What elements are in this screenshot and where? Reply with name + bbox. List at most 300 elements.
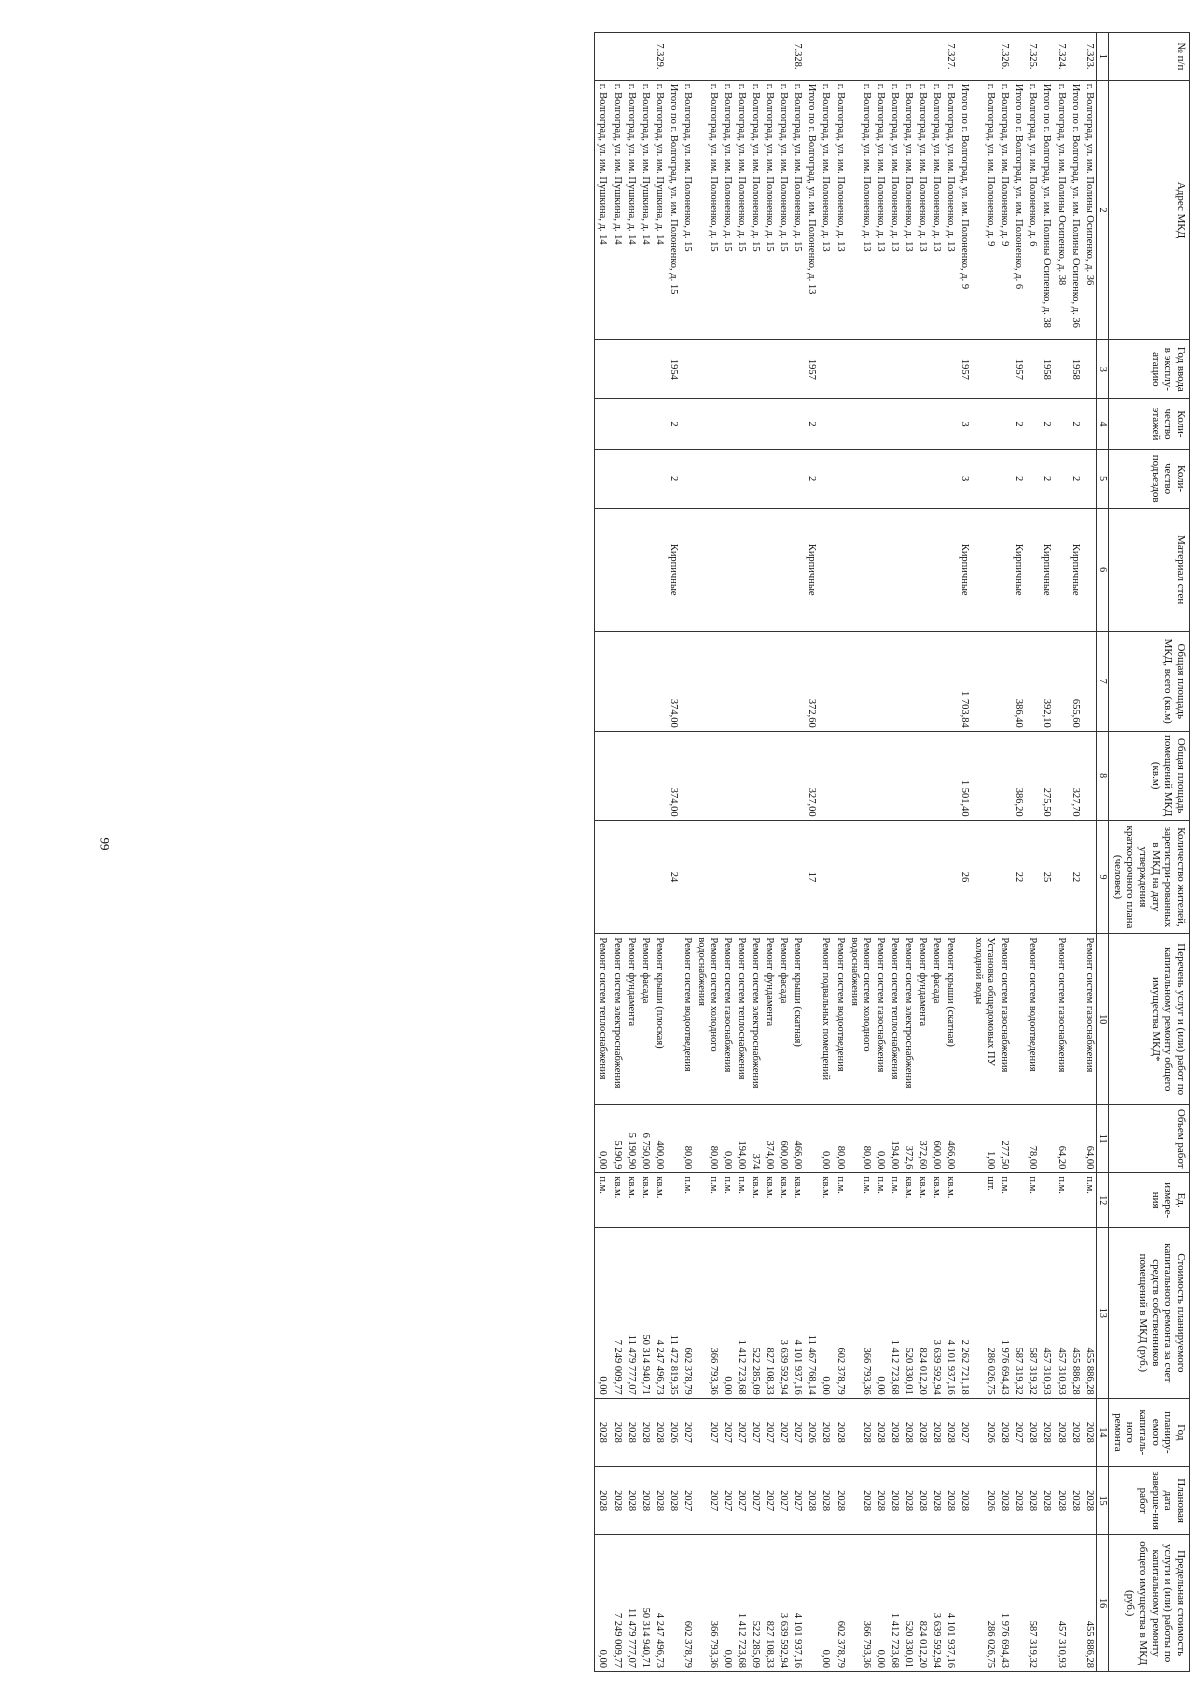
total-area-cell <box>832 631 846 731</box>
max-cost-cell: 0,00 <box>595 1535 610 1672</box>
completion-date-cell: 2028 <box>915 1467 929 1535</box>
unit-cell <box>804 1173 818 1228</box>
completion-date-cell: 2028 <box>804 1467 818 1535</box>
entrances-cell <box>748 449 762 508</box>
planned-year-cell: 2026 <box>666 1398 680 1466</box>
work-volume-cell: 80,00 <box>694 1105 720 1173</box>
residents-cell <box>887 820 901 934</box>
wall-material-cell <box>997 508 1011 631</box>
wall-material-cell <box>776 508 790 631</box>
planned-year-cell: 2027 <box>762 1398 776 1466</box>
entrances-cell <box>762 449 776 508</box>
work-volume-cell: 5 190,90 <box>624 1105 638 1173</box>
entrances-cell <box>818 449 832 508</box>
max-cost-cell: 827 108,33 <box>762 1535 776 1672</box>
residents-cell <box>748 820 762 934</box>
max-cost-cell: 0,00 <box>720 1535 734 1672</box>
address-cell: г. Волгоград, ул. им. Полоненко, д. 13 <box>915 80 929 340</box>
address-cell: Итого по г. Волгоград, ул. им. Полоненко, д. 13 <box>804 80 818 340</box>
wall-material-cell: Кирпичные <box>1011 508 1025 631</box>
work-volume-cell: 0,00 <box>595 1105 610 1173</box>
table-row <box>997 33 1011 1672</box>
work-volume-cell: 600,00 <box>929 1105 943 1173</box>
table-row <box>595 33 610 1672</box>
table-row <box>957 33 971 1672</box>
total-area-cell <box>1082 631 1097 731</box>
wall-material-cell <box>847 508 873 631</box>
column-number: 14 <box>1096 1398 1109 1466</box>
row-number-cell <box>734 33 748 81</box>
table-row <box>748 33 762 1672</box>
planned-year-cell: 2028 <box>887 1398 901 1466</box>
wall-material-cell <box>790 508 804 631</box>
table-row <box>804 33 818 1672</box>
total-area-cell: 655,60 <box>1068 631 1082 731</box>
total-area-cell: 374,00 <box>666 631 680 731</box>
column-number: 9 <box>1096 820 1109 934</box>
total-area-cell <box>680 631 694 731</box>
address-cell: г. Волгоград, ул. им. Пушкина, д. 14 <box>652 80 666 340</box>
max-cost-cell: 7 249 009,77 <box>609 1535 623 1672</box>
max-cost-cell: 3 639 592,94 <box>776 1535 790 1672</box>
wall-material-cell: Кирпичные <box>666 508 680 631</box>
owner-cost-cell: 7 249 009,77 <box>609 1228 623 1399</box>
column-number: 3 <box>1096 340 1109 399</box>
address-cell: г. Волгоград, ул. им. Полоненко, д. 15 <box>748 80 762 340</box>
work-description-cell: Ремонт крыши (скатная) <box>943 934 957 1105</box>
address-cell: г. Волгоград, ул. им. Полоненко, д. 15 <box>720 80 734 340</box>
table-row <box>776 33 790 1672</box>
work-volume-cell <box>1039 1105 1053 1173</box>
year-built-cell <box>873 340 887 399</box>
address-cell: г. Волгоград, ул. им. Полоненко, д. 13 <box>873 80 887 340</box>
floors-cell: 2 <box>1068 399 1082 449</box>
completion-date-cell: 2027 <box>720 1467 734 1535</box>
planned-year-cell: 2027 <box>734 1398 748 1466</box>
premises-area-cell <box>1053 731 1067 820</box>
header-row <box>1109 33 1190 1672</box>
wall-material-cell: Кирпичные <box>1039 508 1053 631</box>
work-description-cell: Ремонт систем газоснабжения <box>1053 934 1067 1105</box>
table-row <box>832 33 846 1672</box>
owner-cost-cell: 455 886,28 <box>1068 1228 1082 1399</box>
table-row <box>680 33 694 1672</box>
premises-area-cell <box>943 731 957 820</box>
floors-cell <box>873 399 887 449</box>
entrances-cell <box>915 449 929 508</box>
planned-year-cell: 2026 <box>971 1398 997 1466</box>
unit-cell: кв.м. <box>929 1173 943 1228</box>
row-number-cell <box>720 33 734 81</box>
row-number-cell <box>1068 33 1082 81</box>
wall-material-cell <box>595 508 610 631</box>
wall-material-cell <box>873 508 887 631</box>
column-number: 10 <box>1096 934 1109 1105</box>
floors-cell <box>943 399 957 449</box>
table-row <box>929 33 943 1672</box>
total-area-cell <box>887 631 901 731</box>
wall-material-cell <box>915 508 929 631</box>
table-row <box>734 33 748 1672</box>
entrances-cell <box>624 449 638 508</box>
table-row <box>624 33 638 1672</box>
work-volume-cell <box>1068 1105 1082 1173</box>
unit-cell: кв.м. <box>762 1173 776 1228</box>
total-area-cell <box>652 631 666 731</box>
work-description-cell: Ремонт подвальных помещений <box>818 934 832 1105</box>
address-cell: г. Волгоград, ул. им. Полоненко, д. 13 <box>929 80 943 340</box>
entrances-cell: 2 <box>1039 449 1053 508</box>
total-area-cell <box>971 631 997 731</box>
completion-date-cell: 2028 <box>873 1467 887 1535</box>
table-row <box>847 33 873 1672</box>
completion-date-cell: 2027 <box>748 1467 762 1535</box>
table-row <box>1082 33 1097 1672</box>
year-built-cell: 1954 <box>666 340 680 399</box>
total-area-cell: 372,60 <box>804 631 818 731</box>
max-cost-cell: 602 378,79 <box>832 1535 846 1672</box>
year-built-cell: 1958 <box>1039 340 1053 399</box>
work-volume-cell: 0,00 <box>818 1105 832 1173</box>
completion-date-cell: 2028 <box>957 1467 971 1535</box>
row-number-cell: 7.324. <box>1053 33 1067 81</box>
table-row <box>666 33 680 1672</box>
row-number-cell <box>971 33 997 81</box>
row-number-cell <box>804 33 818 81</box>
row-number-cell <box>638 33 652 81</box>
address-cell: г. Волгоград, ул. им. Полины Осипенко, д. 36 <box>1082 80 1097 340</box>
entrances-cell <box>997 449 1011 508</box>
year-built-cell <box>652 340 666 399</box>
wall-material-cell <box>818 508 832 631</box>
max-cost-cell: 4 101 937,16 <box>943 1535 957 1672</box>
owner-cost-cell: 0,00 <box>720 1228 734 1399</box>
work-volume-cell: 78,00 <box>1025 1105 1039 1173</box>
year-built-cell <box>929 340 943 399</box>
planned-year-cell: 2027 <box>680 1398 694 1466</box>
column-number: 12 <box>1096 1173 1109 1228</box>
work-description-cell <box>957 934 971 1105</box>
max-cost-cell <box>804 1535 818 1672</box>
premises-area-cell <box>748 731 762 820</box>
work-volume-cell: 0,00 <box>873 1105 887 1173</box>
floors-cell <box>762 399 776 449</box>
table-row <box>790 33 804 1672</box>
work-description-cell <box>804 934 818 1105</box>
entrances-cell <box>971 449 997 508</box>
owner-cost-cell: 50 314 940,71 <box>638 1228 652 1399</box>
unit-cell: п.м. <box>595 1173 610 1228</box>
work-description-cell: Ремонт систем теплоснабжения <box>734 934 748 1105</box>
unit-cell: кв.м. <box>776 1173 790 1228</box>
max-cost-cell: 587 319,32 <box>1025 1535 1039 1672</box>
owner-cost-cell: 602 378,79 <box>680 1228 694 1399</box>
residents-cell <box>901 820 915 934</box>
premises-area-cell <box>1082 731 1097 820</box>
planned-year-cell: 2028 <box>832 1398 846 1466</box>
planned-year-cell: 2027 <box>776 1398 790 1466</box>
completion-date-cell: 2027 <box>694 1467 720 1535</box>
unit-cell: кв.м. <box>638 1173 652 1228</box>
floors-cell <box>1082 399 1097 449</box>
floors-cell: 2 <box>1011 399 1025 449</box>
owner-cost-cell: 11 479 777,07 <box>624 1228 638 1399</box>
owner-cost-cell: 587 319,32 <box>1025 1228 1039 1399</box>
header-cell: Плановая дата заверше-ния работ <box>1109 1467 1190 1535</box>
year-built-cell <box>901 340 915 399</box>
floors-cell <box>694 399 720 449</box>
total-area-cell: 392,10 <box>1039 631 1053 731</box>
wall-material-cell <box>943 508 957 631</box>
table-row <box>720 33 734 1672</box>
total-area-cell <box>762 631 776 731</box>
entrances-cell <box>776 449 790 508</box>
planned-year-cell: 2028 <box>818 1398 832 1466</box>
completion-date-cell: 2027 <box>680 1467 694 1535</box>
planned-year-cell: 2028 <box>1053 1398 1067 1466</box>
unit-cell <box>1011 1173 1025 1228</box>
residents-cell <box>1053 820 1067 934</box>
entrances-cell <box>1025 449 1039 508</box>
premises-area-cell <box>595 731 610 820</box>
table-row <box>762 33 776 1672</box>
residents-cell <box>680 820 694 934</box>
residents-cell: 17 <box>804 820 818 934</box>
unit-cell: п.м. <box>680 1173 694 1228</box>
work-volume-cell: 80,00 <box>847 1105 873 1173</box>
floors-cell <box>971 399 997 449</box>
floors-cell <box>734 399 748 449</box>
residents-cell <box>595 820 610 934</box>
work-description-cell: Ремонт систем газоснабжения <box>997 934 1011 1105</box>
table-row <box>1039 33 1053 1672</box>
wall-material-cell <box>624 508 638 631</box>
floors-cell <box>595 399 610 449</box>
completion-date-cell: 2027 <box>790 1467 804 1535</box>
wall-material-cell <box>694 508 720 631</box>
work-description-cell: Установка общедомовых ПУ холодной воды <box>971 934 997 1105</box>
column-number: 2 <box>1096 80 1109 340</box>
entrances-cell <box>680 449 694 508</box>
owner-cost-cell: 587 319,32 <box>1011 1228 1025 1399</box>
wall-material-cell <box>887 508 901 631</box>
work-description-cell: Ремонт систем газоснабжения <box>873 934 887 1105</box>
unit-cell <box>1039 1173 1053 1228</box>
year-built-cell <box>790 340 804 399</box>
work-description-cell: Ремонт систем газоснабжения <box>720 934 734 1105</box>
completion-date-cell: 2028 <box>1053 1467 1067 1535</box>
work-volume-cell: 5190,9 <box>609 1105 623 1173</box>
row-number-cell <box>915 33 929 81</box>
work-description-cell: Ремонт крыши (плоская) <box>652 934 666 1105</box>
year-built-cell <box>818 340 832 399</box>
header-cell: Коли-чество этажей <box>1109 399 1190 449</box>
entrances-cell <box>609 449 623 508</box>
floors-cell: 2 <box>804 399 818 449</box>
table-row <box>873 33 887 1672</box>
work-volume-cell: 374,00 <box>762 1105 776 1173</box>
planned-year-cell: 2028 <box>595 1398 610 1466</box>
owner-cost-cell: 1 412 723,68 <box>734 1228 748 1399</box>
owner-cost-cell: 457 310,93 <box>1053 1228 1067 1399</box>
residents-cell <box>609 820 623 934</box>
address-cell: г. Волгоград, ул. им. Полоненко, д. 13 <box>943 80 957 340</box>
address-cell: г. Волгоград, ул. им. Полоненко, д. 9 <box>971 80 997 340</box>
max-cost-cell: 520 330,01 <box>901 1535 915 1672</box>
column-number: 11 <box>1096 1105 1109 1173</box>
entrances-cell <box>847 449 873 508</box>
wall-material-cell <box>1082 508 1097 631</box>
year-built-cell <box>847 340 873 399</box>
planned-year-cell: 2026 <box>804 1398 818 1466</box>
residents-cell <box>790 820 804 934</box>
floors-cell <box>638 399 652 449</box>
premises-area-cell <box>818 731 832 820</box>
unit-cell: шт. <box>971 1173 997 1228</box>
work-volume-cell: 194,00 <box>734 1105 748 1173</box>
header-cell: Год планиру-емого капиталь-ного ремонта <box>1109 1398 1190 1466</box>
row-number-cell <box>595 33 610 81</box>
row-number-cell <box>1011 33 1025 81</box>
wall-material-cell <box>680 508 694 631</box>
premises-area-cell <box>734 731 748 820</box>
address-cell: Итого по г. Волгоград, ул. им. Полины Осипенко, д. 36 <box>1068 80 1082 340</box>
max-cost-cell <box>1011 1535 1025 1672</box>
max-cost-cell: 824 012,20 <box>915 1535 929 1672</box>
planned-year-cell: 2027 <box>957 1398 971 1466</box>
wall-material-cell <box>929 508 943 631</box>
year-built-cell <box>609 340 623 399</box>
owner-cost-cell: 602 378,79 <box>832 1228 846 1399</box>
row-number-cell <box>873 33 887 81</box>
year-built-cell <box>694 340 720 399</box>
wall-material-cell: Кирпичные <box>804 508 818 631</box>
max-cost-cell: 0,00 <box>818 1535 832 1672</box>
owner-cost-cell: 1 412 723,68 <box>887 1228 901 1399</box>
unit-cell: п.м. <box>1053 1173 1067 1228</box>
work-volume-cell: 466,00 <box>790 1105 804 1173</box>
unit-cell: кв.м. <box>915 1173 929 1228</box>
unit-cell: п.м. <box>720 1173 734 1228</box>
entrances-cell <box>929 449 943 508</box>
work-volume-cell: 372,6 <box>901 1105 915 1173</box>
unit-cell: кв.м. <box>748 1173 762 1228</box>
completion-date-cell: 2028 <box>1039 1467 1053 1535</box>
total-area-cell <box>694 631 720 731</box>
max-cost-cell: 4 247 496,73 <box>652 1535 666 1672</box>
table-row <box>1025 33 1039 1672</box>
max-cost-cell: 1 412 723,68 <box>887 1535 901 1672</box>
owner-cost-cell: 520 330,01 <box>901 1228 915 1399</box>
row-number-cell: 7.328. <box>790 33 804 81</box>
max-cost-cell: 602 378,79 <box>680 1535 694 1672</box>
work-description-cell: Ремонт фасада <box>776 934 790 1105</box>
owner-cost-cell: 0,00 <box>818 1228 832 1399</box>
year-built-cell: 1958 <box>1068 340 1082 399</box>
year-built-cell <box>595 340 610 399</box>
planned-year-cell: 2028 <box>1082 1398 1097 1466</box>
total-area-cell <box>720 631 734 731</box>
residents-cell <box>1082 820 1097 934</box>
total-area-cell <box>1025 631 1039 731</box>
residents-cell <box>762 820 776 934</box>
floors-cell <box>776 399 790 449</box>
owner-cost-cell: 286 026,75 <box>971 1228 997 1399</box>
row-number-cell <box>776 33 790 81</box>
premises-area-cell <box>609 731 623 820</box>
max-cost-cell: 1 976 694,43 <box>997 1535 1011 1672</box>
year-built-cell <box>734 340 748 399</box>
table-row <box>901 33 915 1672</box>
year-built-cell <box>762 340 776 399</box>
address-cell: г. Волгоград, ул. им. Полоненко, д. 13 <box>887 80 901 340</box>
column-number: 6 <box>1096 508 1109 631</box>
unit-cell: п.м. <box>694 1173 720 1228</box>
premises-area-cell <box>680 731 694 820</box>
floors-cell <box>997 399 1011 449</box>
row-number-cell <box>694 33 720 81</box>
planned-year-cell: 2027 <box>748 1398 762 1466</box>
max-cost-cell: 286 026,75 <box>971 1535 997 1672</box>
year-built-cell <box>1053 340 1067 399</box>
row-number-cell <box>832 33 846 81</box>
max-cost-cell: 455 886,28 <box>1082 1535 1097 1672</box>
premises-area-cell: 327,70 <box>1068 731 1082 820</box>
unit-cell <box>957 1173 971 1228</box>
owner-cost-cell: 457 310,93 <box>1039 1228 1053 1399</box>
address-cell: г. Волгоград, ул. им. Полоненко, д. 13 <box>847 80 873 340</box>
residents-cell <box>734 820 748 934</box>
owner-cost-cell: 4 101 937,16 <box>790 1228 804 1399</box>
year-built-cell <box>748 340 762 399</box>
premises-area-cell <box>832 731 846 820</box>
planned-year-cell: 2027 <box>1011 1398 1025 1466</box>
header-cell: Предельная стоимость услуги и (или) работы по капитальному ремонту общего имущества в МКД (руб.) <box>1109 1535 1190 1672</box>
year-built-cell <box>915 340 929 399</box>
completion-date-cell: 2028 <box>624 1467 638 1535</box>
row-number-cell <box>1039 33 1053 81</box>
entrances-cell <box>1082 449 1097 508</box>
work-description-cell: Ремонт фундамента <box>762 934 776 1105</box>
total-area-cell <box>624 631 638 731</box>
owner-cost-cell: 455 886,28 <box>1082 1228 1097 1399</box>
residents-cell: 26 <box>957 820 971 934</box>
year-built-cell: 1957 <box>1011 340 1025 399</box>
header-cell: Адрес МКД <box>1109 80 1190 340</box>
residents-cell <box>1025 820 1039 934</box>
residents-cell: 22 <box>1068 820 1082 934</box>
wall-material-cell: Кирпичные <box>1068 508 1082 631</box>
work-volume-cell <box>1011 1105 1025 1173</box>
column-number: 13 <box>1096 1228 1109 1399</box>
table-row <box>1068 33 1082 1672</box>
owner-cost-cell: 0,00 <box>873 1228 887 1399</box>
unit-cell <box>1068 1173 1082 1228</box>
max-cost-cell: 11 479 777,07 <box>624 1535 638 1672</box>
premises-area-cell: 327,00 <box>804 731 818 820</box>
year-built-cell: 1957 <box>957 340 971 399</box>
premises-area-cell <box>694 731 720 820</box>
total-area-cell <box>929 631 943 731</box>
completion-date-cell: 2028 <box>595 1467 610 1535</box>
wall-material-cell <box>652 508 666 631</box>
table-row <box>638 33 652 1672</box>
row-number-cell: 7.323. <box>1082 33 1097 81</box>
planned-year-cell: 2028 <box>1039 1398 1053 1466</box>
unit-cell: кв.м. <box>943 1173 957 1228</box>
wall-material-cell <box>1053 508 1067 631</box>
table-body <box>595 33 1096 1672</box>
